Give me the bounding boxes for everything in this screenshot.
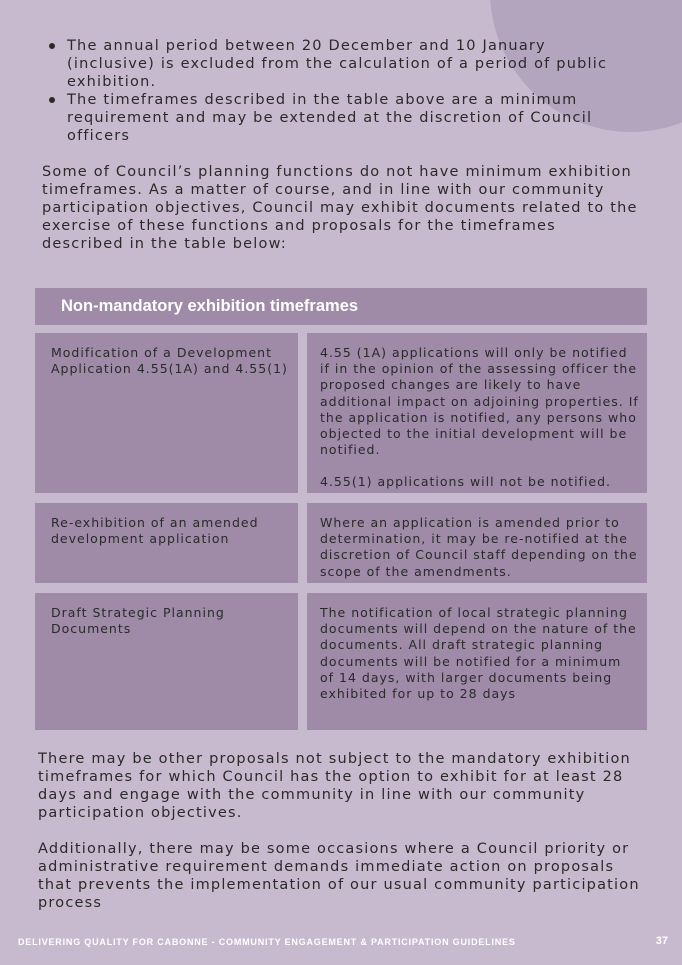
table-row-description (307, 593, 647, 730)
bullet-list (48, 37, 628, 145)
table-row-description (307, 503, 647, 583)
outro-paragraph: Additionally, there may be some occasions where a Council priority or administrative requirement demands immediate action on proposals that prevents the implementation of our usual community participation process (38, 841, 640, 911)
row-description-text: The notification of local strategic planning documents will depend on the nature of the documents. All draft strategic planning documents will be notified for a minimum of 14 days, with larger documents being exhibited for up to 28 days (320, 605, 637, 702)
page-number: 37 (655, 935, 668, 947)
table-row-description (307, 333, 647, 493)
table-row-type (35, 333, 298, 493)
table-title: Non-mandatory exhibition timeframes (35, 288, 647, 325)
bullet-item: The annual period between 20 December and 10 January (inclusive) is excluded from the calculation of a period of public exhibition. (48, 37, 628, 91)
row-type-text: Draft Strategic Planning Documents (51, 605, 225, 637)
table-row-type (35, 503, 298, 583)
row-type-text: Re-exhibition of an amended development application (51, 515, 259, 547)
table-row-type (35, 593, 298, 730)
bullet-item: The timeframes described in the table above are a minimum requirement and may be extended at the discretion of Council officers (48, 91, 628, 145)
row-description-extra: 4.55(1) applications will not be notified. (320, 474, 612, 490)
row-description-text: Where an application is amended prior to determination, it may be re-notified at the discretion of Council staff depending on the scope of the amendments. (320, 515, 638, 579)
intro-paragraph: Some of Council’s planning functions do not have minimum exhibition timeframes. As a matter of course, and in line with our community participation objectives, Council may exhibit documents related to the exercise of these functions and proposals for the timeframes described in the table below: (42, 164, 638, 252)
footer-text: DELIVERING QUALITY FOR CABONNE - COMMUNITY ENGAGEMENT & PARTICIPATION GUIDELINES (18, 937, 516, 947)
outro-paragraph: There may be other proposals not subject to the mandatory exhibition timeframes for which Council has the option to exhibit for at least 28 days and engage with the community in line with our community participation objectives. (38, 751, 631, 821)
row-description-text: 4.55 (1A) applications will only be notified if in the opinion of the assessing officer the proposed changes are likely to have additional impact on adjoining properties. If the application is notified, any persons who objected to the initial development will be notified. (320, 345, 639, 458)
row-type-text: Modification of a Development Application 4.55(1A) and 4.55(1) (51, 345, 288, 377)
